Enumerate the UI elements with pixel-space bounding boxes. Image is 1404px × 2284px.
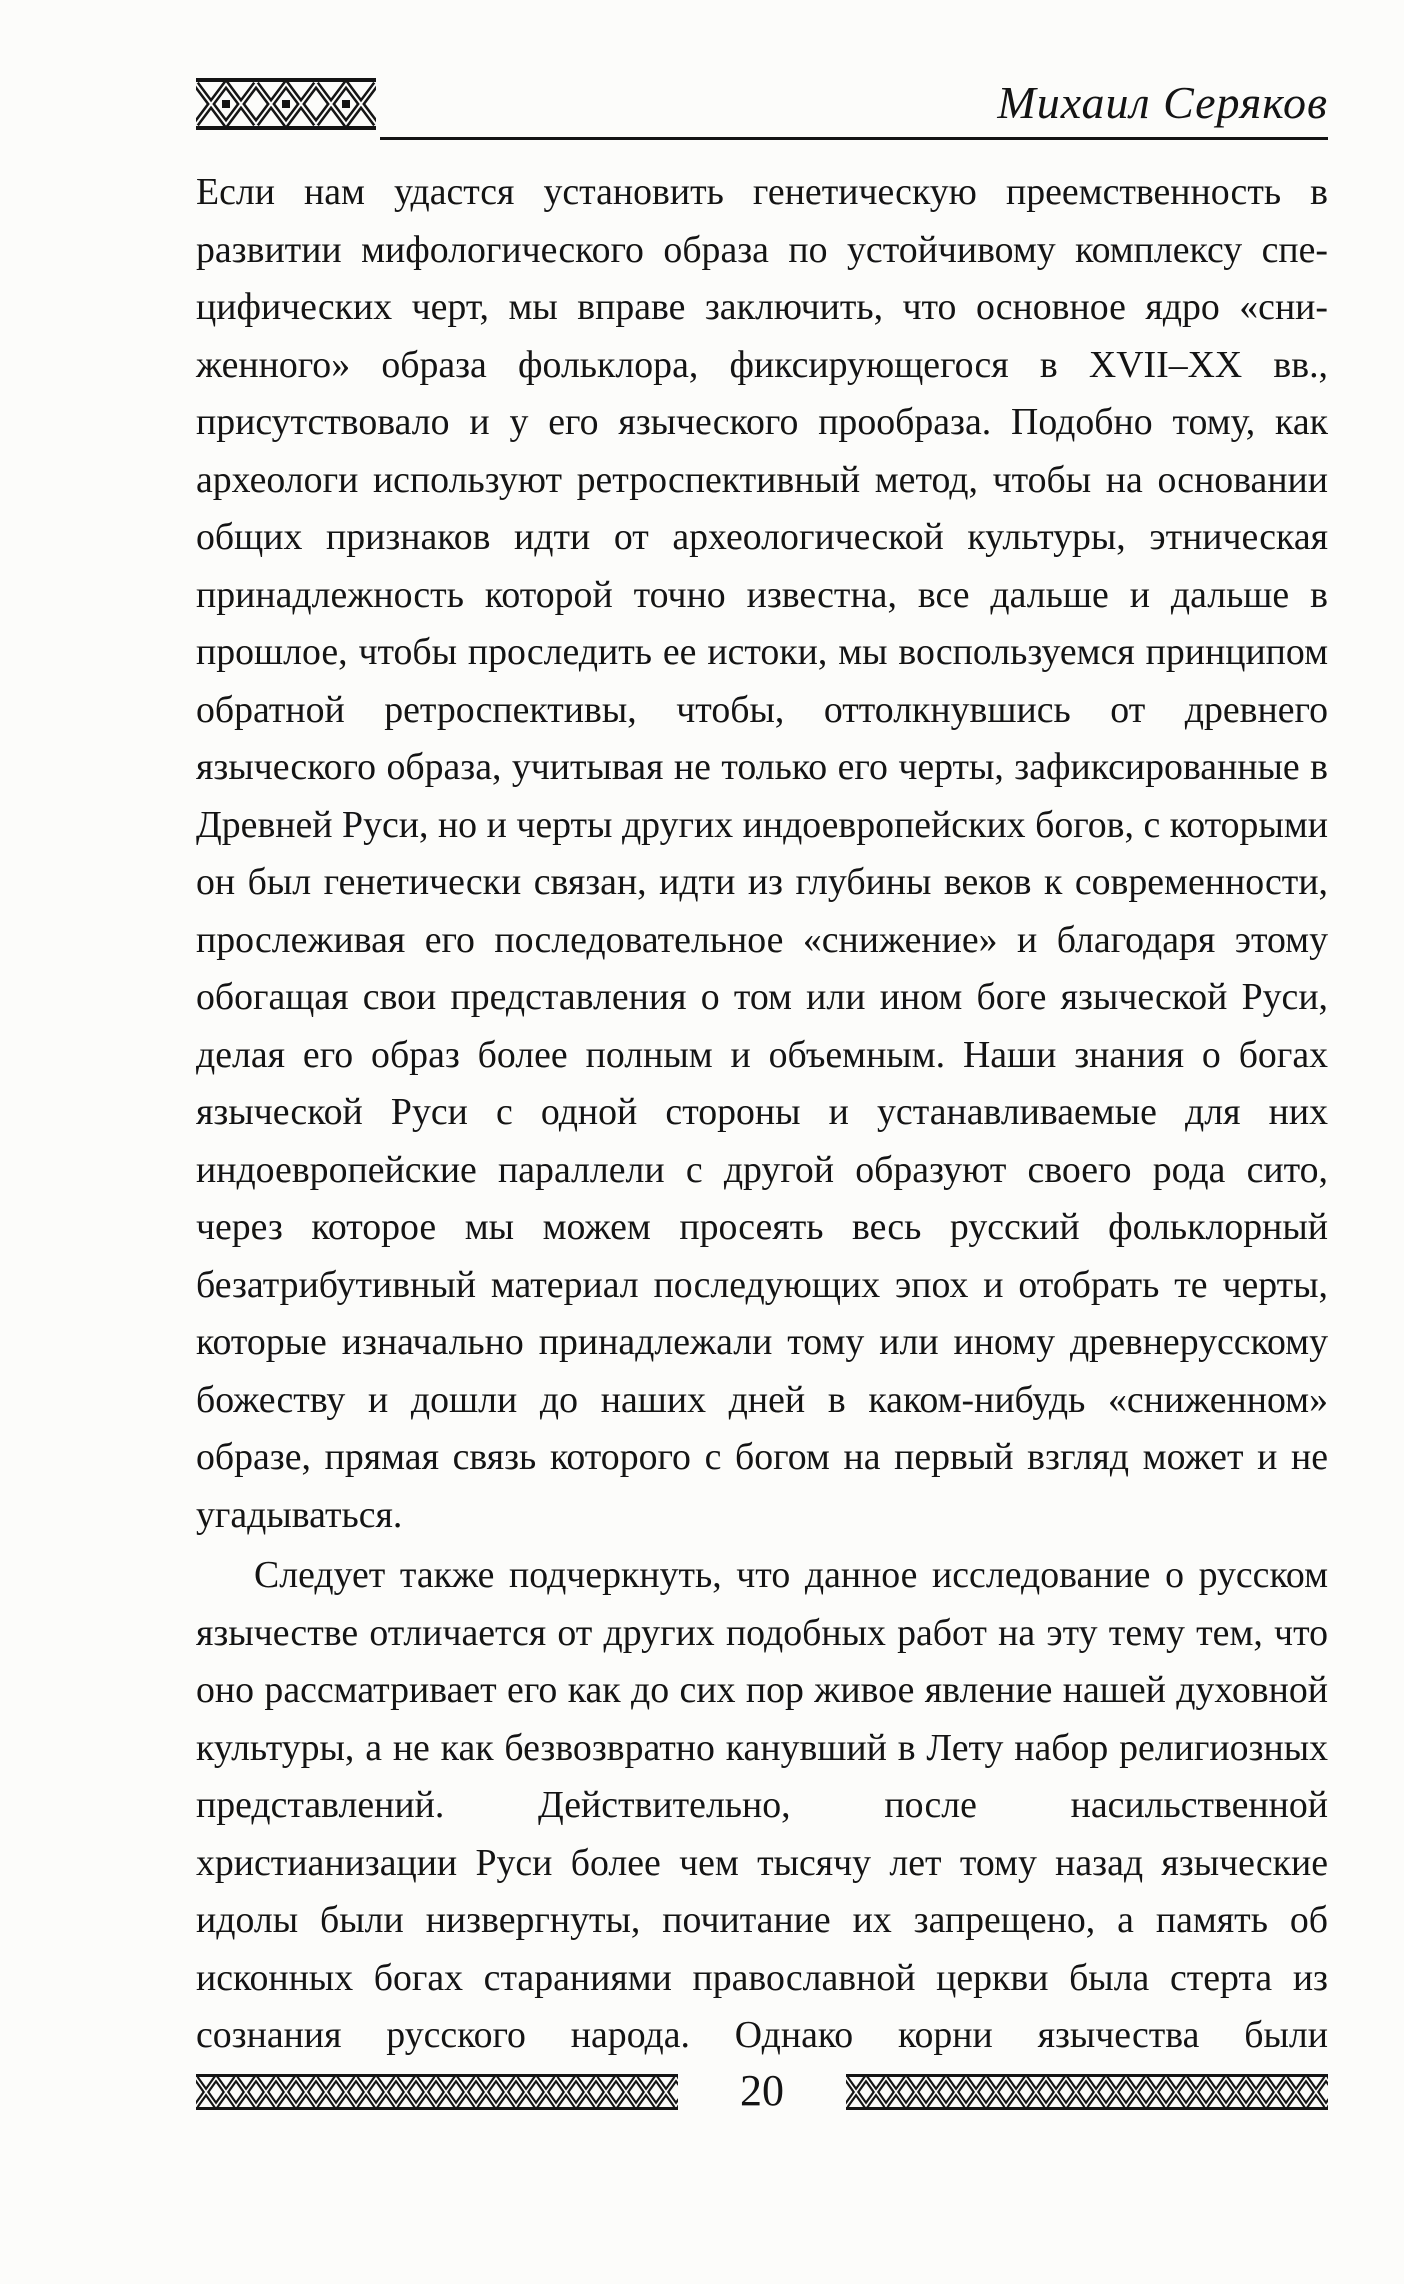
body-paragraph-1: Если нам удастся установить генетическую преемственность в развитии мифологического образа по устойчивому комплексу специфических черт, мы вправе заключить, что основное ядро «сниженного» образа фольклора, фиксирующегося в XVII–XX вв., присутствовало и у его языческого прообраза. Подобно тому, как археологи используют ретроспективный метод, чтобы на основании общих признаков идти от археологической культуры, этническая принадлежность которой точно известна, все дальше и дальше в прошлое, чтобы проследить ее истоки, мы воспользуемся принципом обратной ретроспективы, чтобы, оттолкнувшись от древнего языческого образа, учитывая не только его черты, зафиксированные в Древней Руси, но и черты других индоевропейских богов, с которыми он был генетически связан, идти из глубины веков к современности, прослеживая его последовательное «снижение» и благодаря этому обогащая свои представления о том или ином боге языческой Руси, делая его образ более полным и объемным. Наши знания о богах языческой Руси с одной стороны и устанавливаемые для них индоевропейские параллели с другой образуют своего рода сито, через которое мы можем просеять весь русский фольклорный безатрибутивный материал последующих эпох и отобрать те черты, которые изначально принадлежали тому или иному древнерусскому божеству и дошли до наших дней в каком-нибудь «сниженном» образе, прямая связь которого с богом на первый взгляд может и не угадываться. xyxy=(196,171,1328,1536)
braided-border-ornament-right-icon xyxy=(846,2074,1328,2110)
running-head-author: Михаил Серяков xyxy=(997,77,1328,128)
page-header xyxy=(196,64,1328,144)
page-footer xyxy=(196,2056,1328,2126)
body-paragraph-2: Следует также подчеркнуть, что данное исследование о русском язычестве отличается от других подобных работ на эту тему тем, что оно рассматривает его как до сих пор живое явление нашей духовной культуры, а не как безвозвратно канувший в Лету набор религиозных представлений. Действительно, после насильственной христианизации Руси более чем тысячу лет тому назад языческие идолы были низвергнуты, почитание их запрещено, а память об исконных богах стараниями православной церкви была стерта из сознания русского народа. Однако корни язычества были xyxy=(196,1554,1328,2056)
header-rule xyxy=(380,137,1328,140)
braided-knot-ornament-icon xyxy=(196,78,376,130)
page-number: 20 xyxy=(740,2066,784,2115)
page-body xyxy=(196,164,1328,2065)
